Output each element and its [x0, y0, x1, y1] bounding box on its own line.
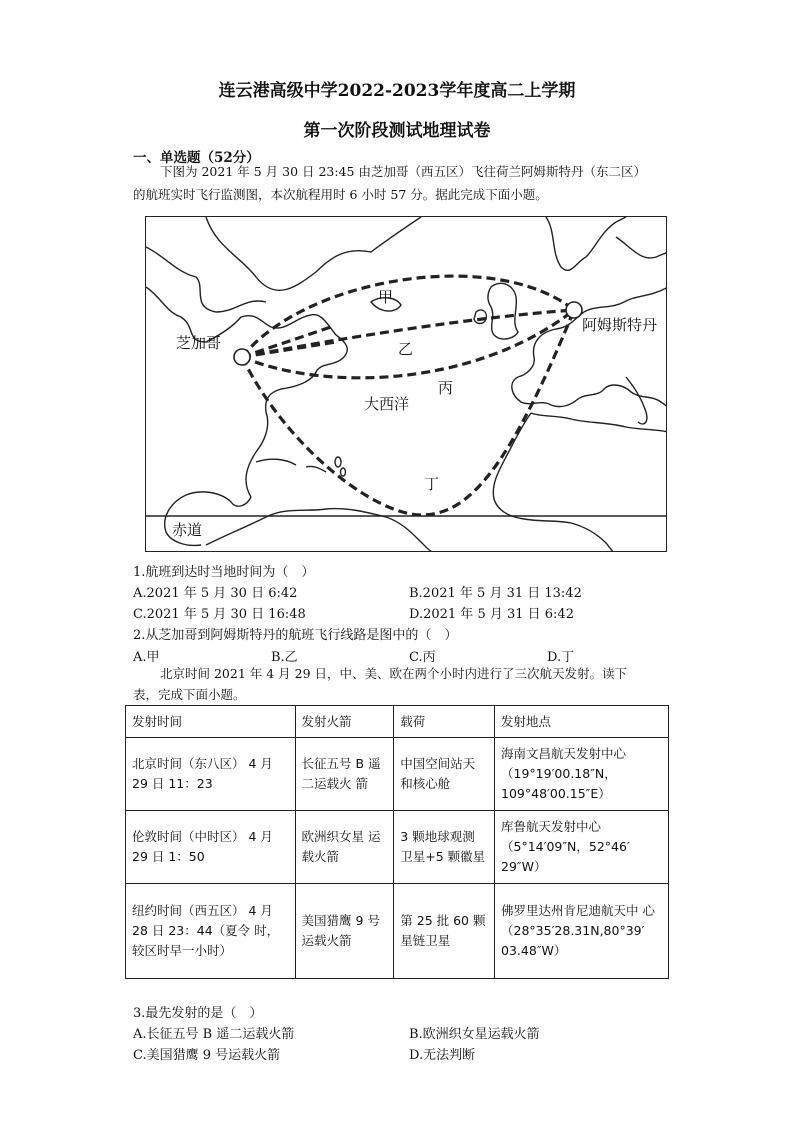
intro-paragraph-2-line2: 表，完成下面小题。 — [133, 687, 246, 702]
label-route-ding: 丁 — [424, 475, 440, 493]
label-route-bing: 丙 — [438, 379, 454, 397]
cell-launch-time: 北京时间（东八区） 4 月 29 日 11：23 — [126, 738, 296, 811]
question-3-option-c[interactable]: C.美国猎鹰 9 号运载火箭 — [133, 1048, 281, 1063]
route-branch-b — [242, 342, 336, 357]
question-1-option-c[interactable]: C.2021 年 5 月 30 日 16:48 — [133, 607, 306, 622]
table-header-row — [126, 706, 669, 738]
question-1-stem: 1.航班到达时当地时间为（ ） — [133, 565, 315, 580]
question-2-option-a[interactable]: A.甲 — [133, 650, 160, 665]
launch-table — [125, 705, 669, 979]
west-africa-coast — [493, 413, 614, 552]
cell-rocket: 长征五号 B 遥二运载火 箭 — [295, 738, 394, 811]
cell-payload: 中国空间站天 和核心舱 — [394, 738, 495, 811]
cuba — [256, 459, 296, 465]
table-row — [126, 738, 669, 811]
question-2-option-b[interactable]: B.乙 — [271, 650, 298, 665]
cell-rocket: 欧洲织女星 运载火箭 — [295, 811, 394, 884]
question-1-option-b[interactable]: B.2021 年 5 月 31 日 13:42 — [409, 586, 582, 601]
caribbean-island-2 — [341, 468, 346, 476]
label-route-yi: 乙 — [398, 340, 414, 358]
amsterdam-marker — [566, 302, 582, 318]
label-amsterdam: 阿姆斯特丹 — [582, 316, 658, 334]
cell-launch-site: 佛罗里达州肯尼迪航天中 心 （28°35′28.31N,80°39′ 03.48″W） — [495, 884, 669, 979]
question-1-option-d[interactable]: D.2021 年 5 月 31 日 6:42 — [409, 607, 574, 622]
great-britain — [488, 283, 518, 339]
flight-route-map — [145, 216, 667, 552]
canada-arctic-coast — [146, 247, 266, 312]
question-3-option-b[interactable]: B.欧洲织女星运载火箭 — [409, 1027, 540, 1042]
question-1-option-a[interactable]: A.2021 年 5 月 30 日 6:42 — [133, 586, 298, 601]
chicago-marker — [234, 349, 250, 365]
cell-rocket: 美国猎鹰 9 号 运载火箭 — [295, 884, 394, 979]
exam-title-line1: 连云港高级中学2022-2023学年度高二上学期 — [218, 81, 576, 101]
question-3-option-d[interactable]: D.无法判断 — [409, 1048, 476, 1063]
question-2-stem: 2.从芝加哥到阿姆斯特丹的航班飞行线路是图中的（ ） — [133, 628, 458, 643]
western-europe-coast — [512, 287, 667, 405]
mediterranean-north-coast — [551, 385, 667, 407]
intro-paragraph-2-line1: 北京时间 2021 年 4 月 29 日，中、美、欧在两个小时内进行了三次航天发射。读下 — [160, 666, 628, 681]
table-row — [126, 811, 669, 884]
header-payload: 载荷 — [394, 706, 495, 738]
greenland-coast — [206, 217, 421, 290]
label-atlantic: 大西洋 — [364, 395, 410, 413]
table-row — [126, 884, 669, 979]
south-america-north-coast — [206, 509, 436, 552]
cell-launch-time: 伦敦时间（中时区） 4 月 29 日 1：50 — [126, 811, 296, 884]
cell-payload: 3 颗地球观测 卫星+5 颗徽星 — [394, 811, 495, 884]
label-equator: 赤道 — [172, 521, 203, 539]
question-3-stem: 3.最先发射的是（ ） — [133, 1006, 263, 1021]
intro-paragraph-1-line1: 下图为 2021 年 5 月 30 日 23:45 由芝加哥（西五区）飞往荷兰阿姆斯特丹（东二区） — [160, 164, 646, 179]
header-launch-site: 发射地点 — [495, 706, 669, 738]
caribbean-island-1 — [335, 457, 341, 467]
label-route-jia: 甲 — [378, 288, 394, 306]
baltic-coast — [616, 237, 667, 258]
map-svg — [146, 217, 667, 552]
question-2-option-c[interactable]: C.丙 — [409, 650, 436, 665]
label-chicago: 芝加哥 — [176, 334, 222, 352]
cell-launch-site: 库鲁航天发射中心 （5°14′09″N，52°46′ 29″W） — [495, 811, 669, 884]
italy — [626, 377, 647, 424]
cell-launch-site: 海南文昌航天发射中心 （19°19′00.18″N， 109°48′00.15″E） — [495, 738, 669, 811]
header-launch-time: 发射时间 — [126, 706, 296, 738]
intro-paragraph-1-line2: 的航班实时飞行监测图，本次航程用时 6 小时 57 分。据此完成下面小题。 — [133, 187, 548, 202]
hispaniola — [306, 466, 326, 472]
question-3-option-a[interactable]: A.长征五号 B 遥二运载火箭 — [133, 1027, 295, 1042]
header-rocket: 发射火箭 — [295, 706, 394, 738]
scandinavia-coast — [546, 217, 626, 270]
ireland — [474, 310, 486, 324]
exam-title-line2: 第一次阶段测试地理试卷 — [303, 121, 491, 141]
cell-payload: 第 25 批 60 颗 星链卫星 — [394, 884, 495, 979]
labrador-coast — [146, 287, 336, 342]
question-2-option-d[interactable]: D.丁 — [547, 650, 575, 665]
section-heading: 一、单选题（52分） — [133, 150, 260, 166]
cell-launch-time: 纽约时间（西五区） 4 月 28 日 23：44（夏令 时，较区时早一小时） — [126, 884, 296, 979]
coastlines — [146, 217, 667, 552]
